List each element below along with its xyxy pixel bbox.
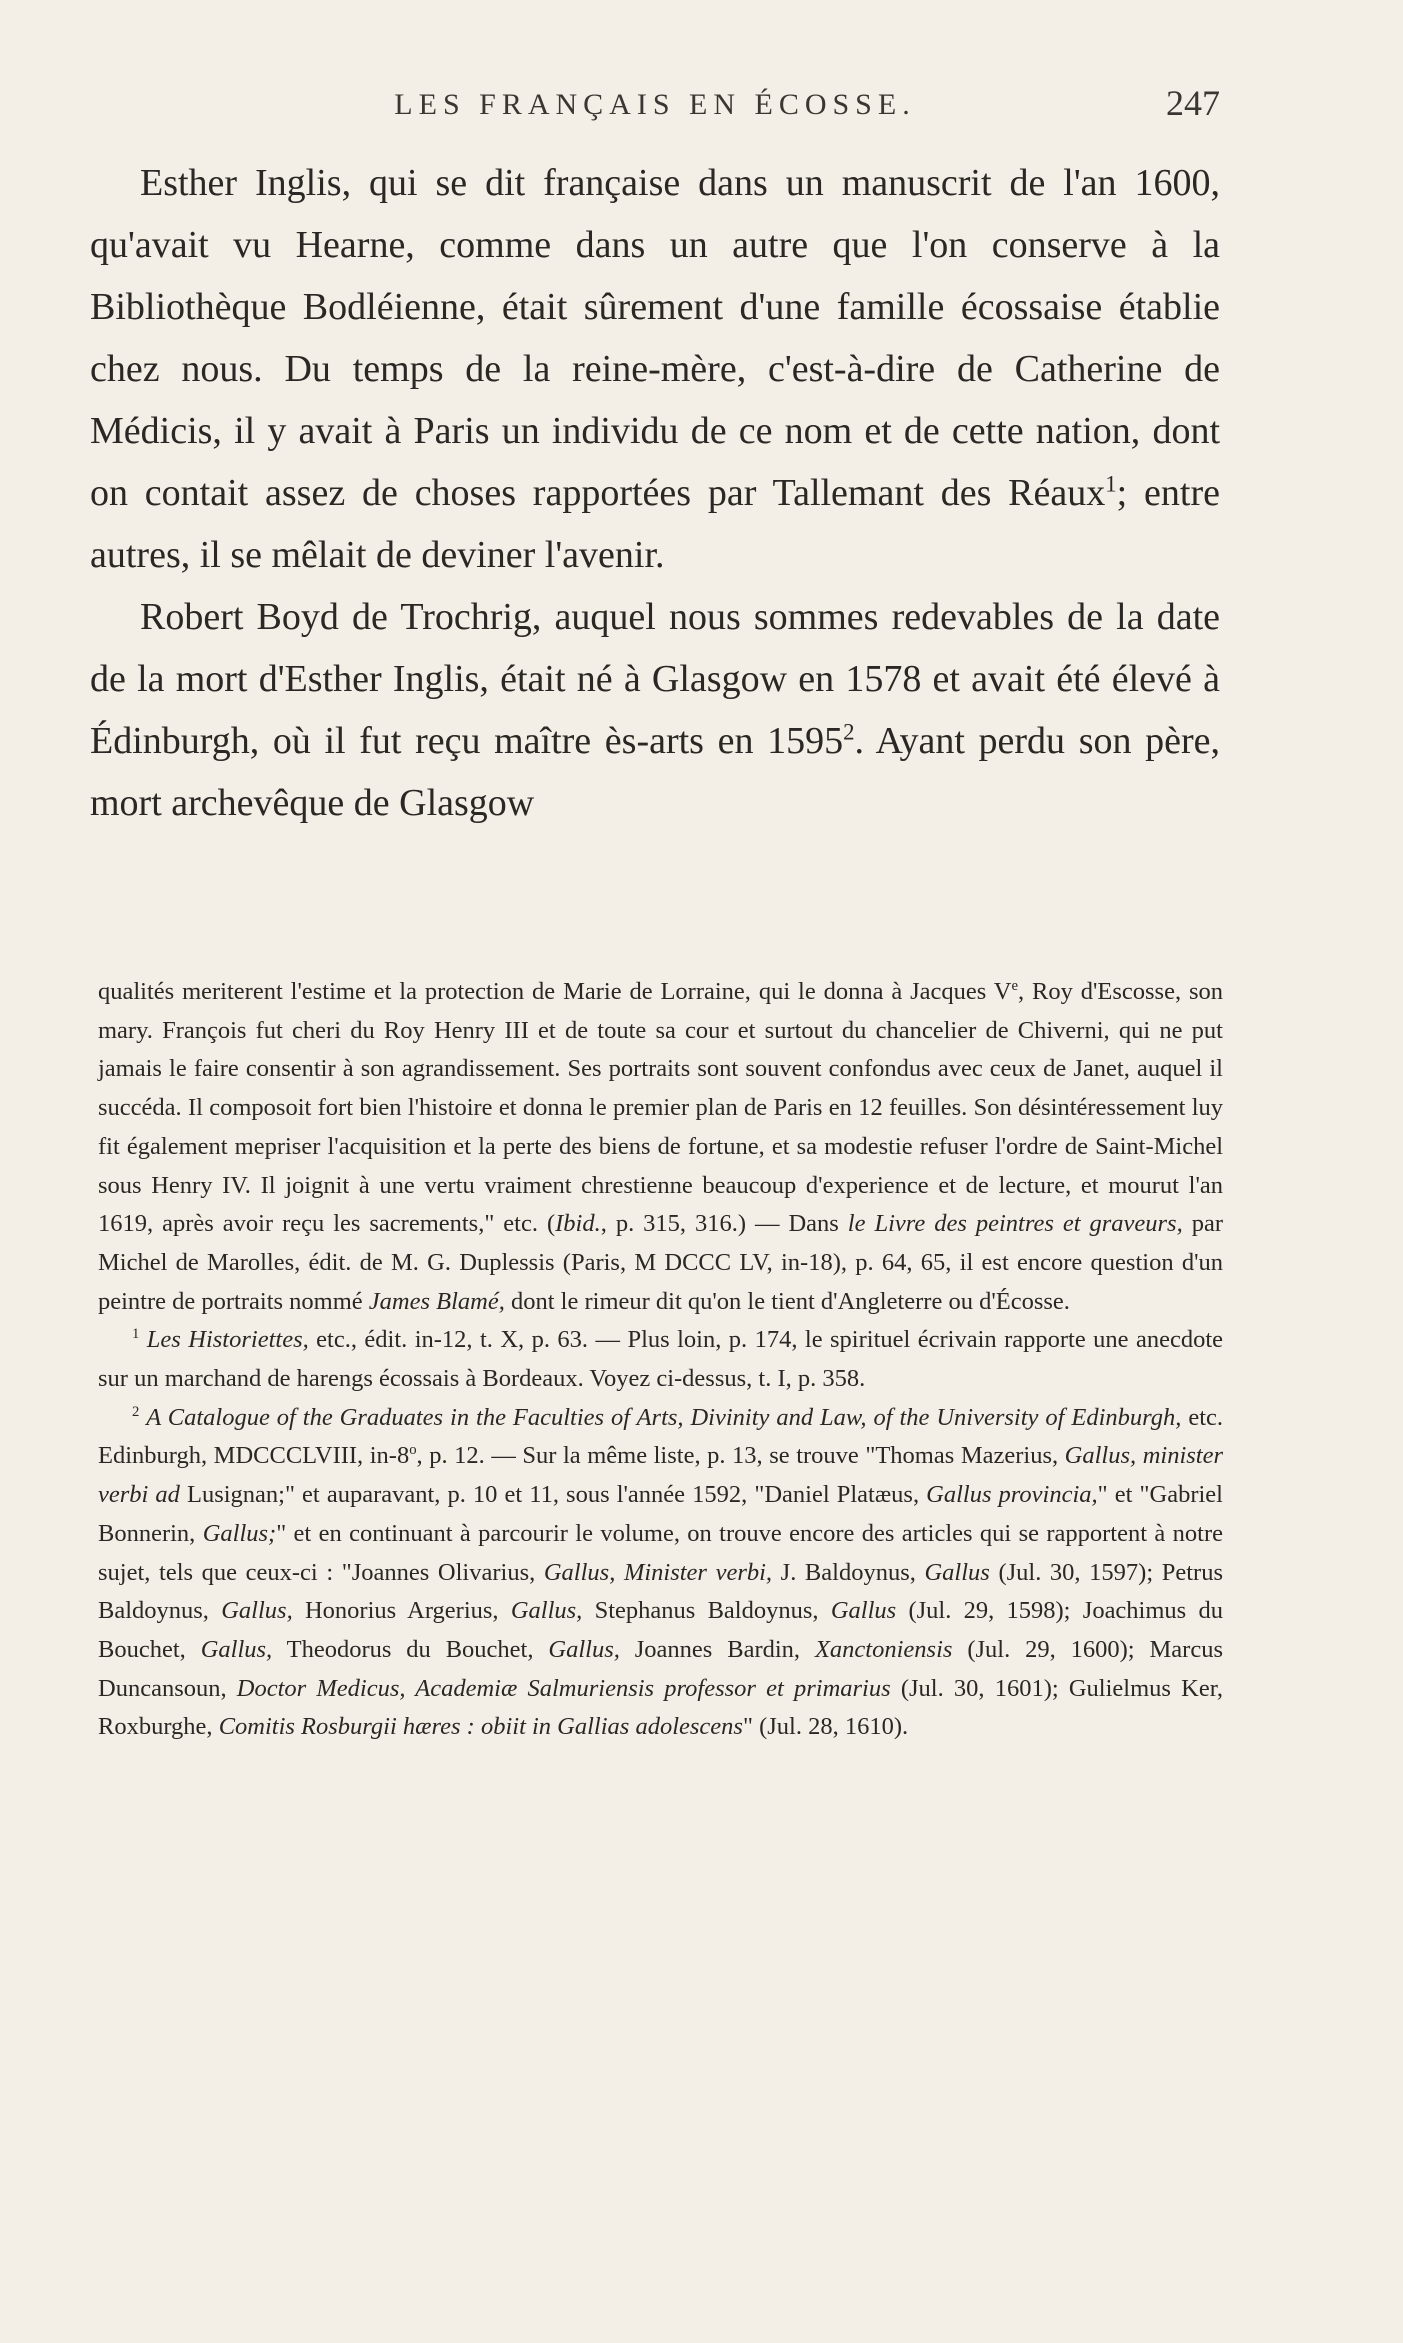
text-run: . Ayant perdu son père, mort archevêque de Glasgow	[90, 720, 1220, 824]
text-run: Honorius Argerius,	[292, 1597, 511, 1625]
italic-run: Gallus,	[200, 1635, 273, 1663]
page-header	[90, 83, 1220, 132]
text-run: Lusignan;" et auparavant, p. 10 et 11, sous l'année 1592, "Daniel Platæus,	[179, 1481, 927, 1509]
text-run: (Jul. 29, 1598); Joachimus du Bouchet,	[98, 1597, 1223, 1663]
italic-run: Les Historiettes,	[146, 1326, 309, 1354]
footnote-ref: 2	[843, 719, 855, 745]
text-run: Joannes Bardin,	[619, 1635, 815, 1663]
footnote-ref: 1	[1105, 471, 1117, 497]
text-run: J. Baldoynus,	[772, 1558, 925, 1586]
italic-run: Gallus, minister verbi ad	[98, 1442, 1223, 1509]
italic-run: Gallus;	[202, 1519, 277, 1547]
italic-run: Gallus	[830, 1597, 897, 1625]
text-run: qualités meriterent l'estime et la protection de Marie de Lorraine, qui le donna à Jacques V	[98, 978, 1012, 1005]
italic-run: Gallus provincia,	[926, 1481, 1098, 1509]
italic-run: A Catalogue of the Graduates in the Faculties of Arts, Divinity and Law, of the University of Edinburgh,	[146, 1403, 1182, 1431]
footnote-2	[98, 1399, 1223, 1747]
text-run: Stephanus Baldoynus,	[582, 1597, 831, 1625]
footnote-number: 2	[132, 1403, 140, 1420]
text-run: , p. 12. — Sur la même liste, p. 13, se trouve "Thomas Mazerius,	[416, 1442, 1065, 1470]
footnote-continuation	[98, 973, 1223, 1321]
italic-run: Gallus,	[548, 1635, 620, 1663]
footnote-number: 1	[132, 1326, 140, 1343]
text-run: ; entre autres, il se mêlait de deviner l'avenir.	[90, 472, 1220, 576]
italic-run: Xanctoniensis	[814, 1635, 953, 1663]
running-title: LES FRANÇAIS EN ÉCOSSE.	[394, 88, 916, 121]
body-paragraph	[90, 586, 1220, 834]
body-paragraph	[90, 152, 1220, 586]
superscript: o	[409, 1442, 417, 1459]
italic-run: Gallus,	[510, 1597, 583, 1625]
italic-run: James Blamé,	[368, 1287, 505, 1315]
italic-run: Comitis Rosburgii hæres : obiit in Gallias adolescens	[218, 1713, 743, 1741]
italic-run: Gallus	[924, 1558, 990, 1586]
text-run: Theodorus du Bouchet,	[272, 1635, 549, 1663]
text-run: dont le rimeur dit qu'on le tient d'Angleterre ou d'Écosse.	[504, 1287, 1070, 1315]
text-run: Robert Boyd de Trochrig, auquel nous sommes redevables de la date de la mort d'Esther Inglis, était né à Glasgow en 1578 et avait été élevé à Édinburgh, où il fut reçu maître ès-arts en 1595	[90, 596, 1220, 762]
text-run: (Jul. 29, 1600); Marcus Duncansoun,	[98, 1635, 1223, 1702]
footnote-1	[98, 1321, 1223, 1398]
footnotes	[98, 973, 1223, 1747]
italic-run: le Livre des peintres et graveurs,	[847, 1210, 1183, 1238]
italic-run: Doctor Medicus, Academiæ Salmuriensis professor et primarius	[236, 1674, 891, 1702]
text-run: Esther Inglis, qui se dit française dans un manuscrit de l'an 1600, qu'avait vu Hearne, comme dans un autre que l'on conserve à la Bibliothèque Bodléienne, était sûrement d'une famille écossaise établie chez nous. Du temps de la reine-mère, c'est-à-dire de Catherine de Médicis, il y avait à Paris un individu de ce nom et de cette nation, dont on contait assez de choses rapportées par Tallemant des Réaux	[90, 162, 1220, 514]
text-run: " (Jul. 28, 1610).	[742, 1713, 909, 1741]
main-text	[90, 152, 1220, 834]
text-run: , p. 315, 316.) — Dans	[600, 1210, 848, 1238]
text-run: (Jul. 30, 1601); Gulielmus Ker, Roxburghe,	[98, 1674, 1223, 1741]
text-run: etc. Edinburgh, MDCCCLVIII, in-8	[98, 1403, 1224, 1470]
italic-run: Gallus,	[221, 1597, 293, 1625]
superscript: e	[1011, 977, 1018, 994]
text-run: par Michel de Marolles, édit. de M. G. Duplessis (Paris, M DCCC LV, in-18), p. 64, 65, il est encore question d'un peintre de portraits nommé	[98, 1210, 1223, 1315]
text-run: " et "Gabriel Bonnerin,	[98, 1481, 1223, 1547]
page-number: 247	[1166, 83, 1220, 123]
text-run: " et en continuant à parcourir le volume, on trouve encore des articles qui se rapportent à notre sujet, tels que ceux-ci : "Joannes Olivarius,	[98, 1519, 1223, 1586]
text-run: , Roy d'Escosse, son mary. François fut cheri du Roy Henry III et de toute sa cour et surtout du chancelier de Chiverni, qui ne put jamais le faire consentir à son agrandissement. Ses portraits sont souvent confondus avec ceux de Janet, auquel il succéda. Il composoit fort bien l'histoire et donna le premier plan de Paris en 12 feuilles. Son désintéressement luy fit également mepriser l'acquisition et la perte des biens de fortune, et sa modestie refuser l'ordre de Saint-Michel sous Henry IV. Il joignit à une vertu vraiment chrestienne beaucoup d'experience et de lecture, et mourut l'an 1619, après avoir reçu les sacrements," etc. (	[98, 978, 1223, 1238]
text-run: etc., édit. in-12, t. X, p. 63. — Plus loin, p. 174, le spirituel écrivain rapporte une anecdote sur un marchand de harengs écossais à Bordeaux. Voyez ci-dessus, t. I, p. 358.	[98, 1326, 1224, 1393]
italic-run: Gallus, Minister verbi,	[543, 1558, 773, 1586]
text-run: (Jul. 30, 1597); Petrus Baldoynus,	[98, 1558, 1223, 1625]
italic-run: Ibid.	[555, 1210, 601, 1238]
